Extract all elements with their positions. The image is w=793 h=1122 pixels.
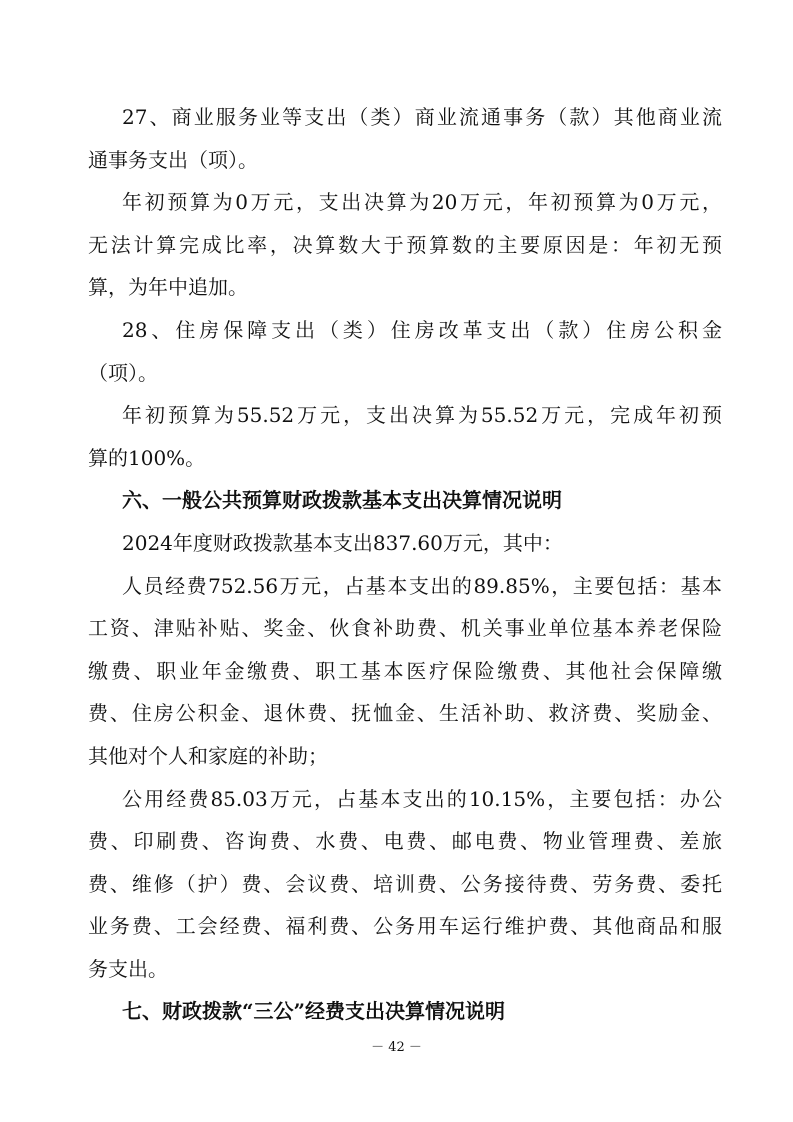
text-line: 2024年度财政拨款基本支出837.60万元，其中： [122, 530, 563, 555]
paragraph [88, 783, 722, 996]
text-line: 缴费、职业年金缴费、职工基本医疗保险缴费、其他社会保障缴 [88, 658, 722, 683]
text-line: 费、印刷费、咨询费、水费、电费、邮电费、物业管理费、差旅 [88, 829, 722, 854]
text-line: 28、住房保障支出（类）住房改革支出（款）住房公积金 [122, 317, 722, 342]
text-line: 年初预算为0万元，支出决算为20万元，年初预算为0万元， [122, 190, 722, 215]
text-line: 其他对个人和家庭的补助； [88, 743, 328, 768]
page-number: － 42 － [371, 1040, 422, 1055]
paragraph [88, 399, 722, 484]
text-line: 七、财政拨款“三公”经费支出决算情况说明 [122, 999, 506, 1024]
paragraph [88, 186, 722, 314]
paragraph [88, 570, 722, 783]
text-line: 算的100%。 [88, 445, 206, 470]
document-body [88, 101, 722, 1038]
text-line: 算，为年中追加。 [88, 275, 248, 300]
paragraph [88, 314, 722, 399]
text-line: 务支出。 [88, 956, 168, 981]
paragraph [88, 527, 722, 570]
text-line: 公用经费85.03万元，占基本支出的10.15%，主要包括：办公 [122, 786, 722, 811]
text-line: 无法计算完成比率，决算数大于预算数的主要原因是：年初无预 [88, 232, 722, 257]
section-heading [88, 484, 722, 527]
text-line: 通事务支出（项）。 [88, 147, 258, 172]
text-line: 费、住房公积金、退休费、抚恤金、生活补助、救济费、奖励金、 [88, 701, 722, 726]
text-line: 费、维修（护）费、会议费、培训费、公务接待费、劳务费、委托 [88, 871, 722, 896]
text-line: 工资、津贴补贴、奖金、伙食补助费、机关事业单位基本养老保险 [88, 616, 722, 641]
text-line: 六、一般公共预算财政拨款基本支出决算情况说明 [122, 488, 562, 513]
text-line: 27、商业服务业等支出（类）商业流通事务（款）其他商业流 [122, 105, 722, 129]
text-line: 业务费、工会经费、福利费、公务用车运行维护费、其他商品和服 [88, 914, 722, 939]
text-line: （项）。 [88, 360, 158, 385]
text-line: 年初预算为55.52万元，支出决算为55.52万元，完成年初预 [122, 403, 722, 428]
paragraph [88, 101, 722, 186]
section-heading [88, 995, 722, 1038]
text-line: 人员经费752.56万元，占基本支出的89.85%，主要包括：基本 [122, 573, 722, 598]
